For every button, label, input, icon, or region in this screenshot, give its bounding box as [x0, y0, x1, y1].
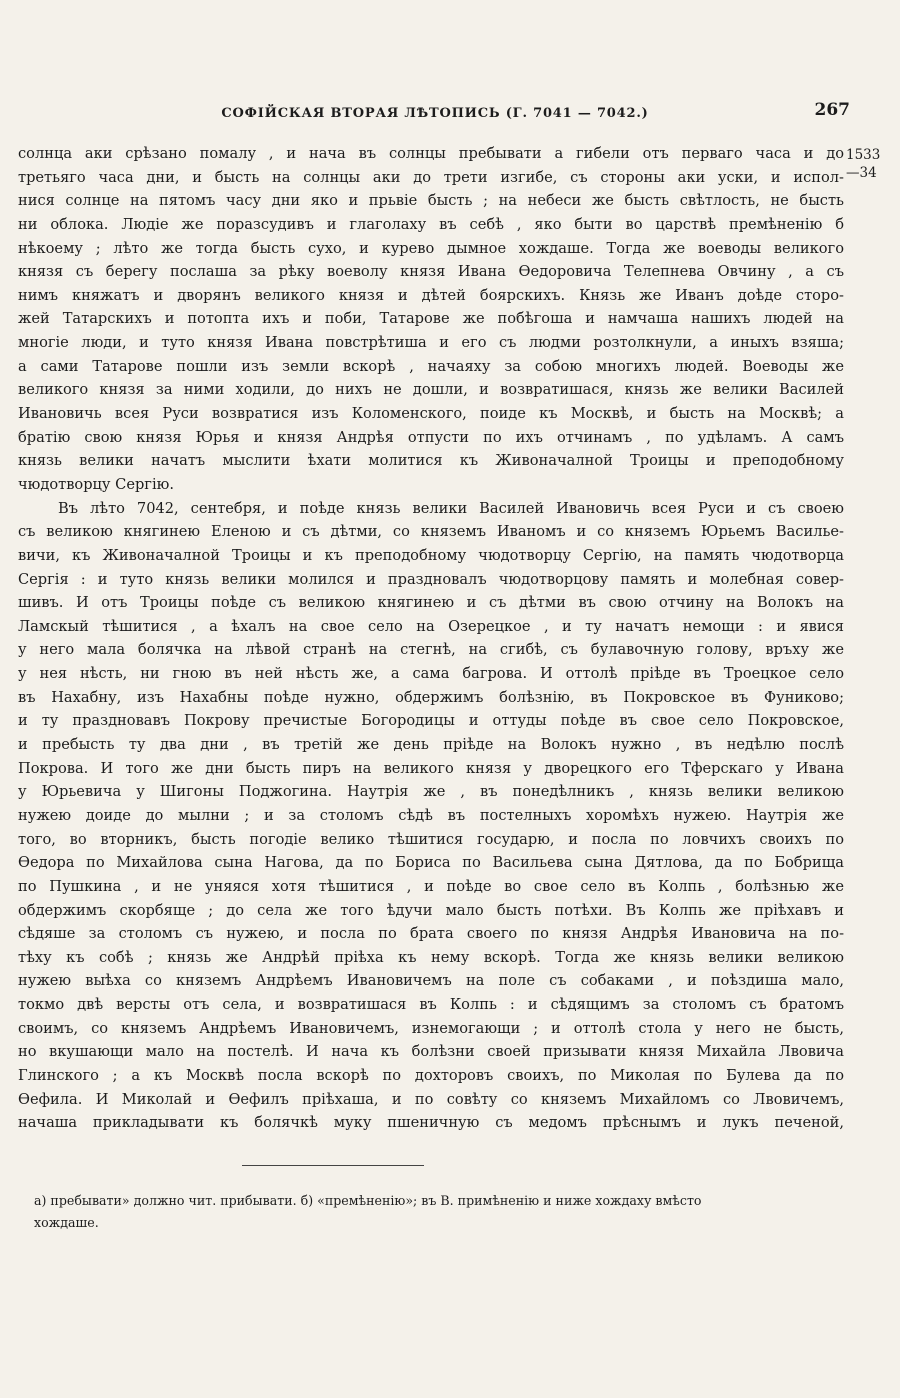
- text-line: третьяго часа дни, и бысть на солнцы аки до трети изгибе, съ стороны аки уски, и испол-: [18, 168, 844, 186]
- text-line: по Пушкина , и не уняяся хотя тѣшитися , и поѣде во свое село въ Колпь , болѣзнью же: [18, 877, 844, 895]
- text-line: Ламскый тѣшитися , а ѣхалъ на свое село на Озерецкое , и ту начатъ немощи : и явися: [18, 617, 844, 635]
- text-line: Глинского ; а къ Москвѣ посла вскорѣ по дохторовъ своихъ, по Миколая по Булева да по: [18, 1066, 844, 1084]
- margin-year-top: 1533: [846, 147, 881, 163]
- text-line: обдержимъ скорбяще ; до села же того ѣдучи мало бысть потѣхи. Въ Колпь же пріѣхавъ и: [18, 901, 844, 919]
- footnote-line: а) пребывати» должно чит. прибывати. б) «премѣненію»; въ В. примѣненію и ниже хождаху вмѣсто: [34, 1193, 702, 1208]
- text-line: солнца аки срѣзано помалу , и нача въ солнцы пребывати а гибели отъ перваго часа и до: [18, 145, 844, 162]
- text-line: ни облока. Людіе же поразсудивъ и глаголаху въ себѣ , яко быти во царствѣ премѣненію б: [18, 215, 844, 233]
- text-line: князя съ берегу послаша за рѣку воеволу князя Ивана Ѳедоровича Телепнева Овчину , а съ: [18, 263, 844, 281]
- text-line: и пребысть ту два дни , въ третій же день пріѣде на Волокъ нужно , въ недѣлю послѣ: [18, 736, 844, 754]
- text-line: съ великою княгинею Еленою и съ дѣтми, со княземъ Иваномъ и со княземъ Юрьемъ Василье-: [18, 523, 844, 541]
- text-line: и ту праздновавъ Покрову пречистые Богородицы и оттуды поѣде въ свое село Покровское,: [18, 712, 844, 730]
- text-line: сѣдяше за столомъ съ нужею, и посла по брата своего по князя Андрѣя Ивановича на по-: [18, 925, 844, 943]
- text-line: князь велики начатъ мыслити ѣхати молитися къ Живоначалной Троицы и преподобному: [18, 452, 844, 470]
- text-line: великого князя за ними ходили, до нихъ не дошли, и возвратишася, князь же велики Василей: [18, 381, 844, 399]
- footnote-divider: [242, 1165, 424, 1166]
- text-line: тѣху къ собѣ ; князь же Андрѣй пріѣха къ нему вскорѣ. Тогда же князь велики великою: [18, 948, 844, 966]
- text-line: у Юрьевича у Шигоны Поджогина. Наутрія же , въ понедѣлникъ , князь велики великою: [18, 783, 844, 801]
- text-line: Сергія : и туто князь велики молился и праздновалъ чюдотворцову память и молебная совер-: [18, 570, 844, 588]
- text-line: Ѳедора по Михайлова сына Нагова, да по Бориса по Васильева сына Дятлова, да по Бобрища: [18, 854, 844, 872]
- text-line: у нея нѣсть, ни гною въ ней нѣсть же, а сама багрова. И оттолѣ пріѣде въ Троецкое село: [18, 665, 844, 683]
- chronicle-text: [18, 142, 844, 1135]
- text-line: чюдотворцу Сергію.: [18, 475, 174, 493]
- text-line: своимъ, со княземъ Андрѣемъ Ивановичемъ, изнемогающи ; и оттолѣ стола у него не бысть,: [18, 1019, 844, 1037]
- text-line: а сами Татарове пошли изъ земли вскорѣ , начаяху за собою многихъ людей. Воеводы же: [18, 357, 844, 375]
- text-line: нужею выѣха со княземъ Андрѣемъ Ивановичемъ на поле съ собаками , и поѣздиша мало,: [18, 972, 844, 990]
- footnote-line: хождаше.: [34, 1215, 99, 1230]
- text-line: многіе люди, и туто князя Ивана повстрѣтиша и его съ людми розтолкнули, а иныхъ взяша;: [18, 334, 844, 352]
- text-line: братію свою князя Юрья и князя Андрѣя отпусти по ихъ отчинамъ , по удѣламъ. А самъ: [18, 428, 844, 446]
- text-line: нися солнце на пятомъ часу дни яко и прьвіе бысть ; на небеси же бысть свѣтлость, не бысть: [18, 192, 844, 210]
- text-line: нужею доиде до мылни ; и за столомъ сѣдѣ въ постелныхъ хоромѣхъ нужею. Наутрія же: [18, 806, 844, 824]
- text-line: у него мала болячка на лѣвой странѣ на стегнѣ, на сгибѣ, съ булавочную голову, връху же: [18, 641, 844, 659]
- margin-year-bottom: —34: [846, 165, 877, 181]
- margin-year-note: [846, 146, 880, 182]
- footnotes: [34, 1190, 854, 1234]
- page-header: [20, 100, 850, 126]
- text-line: того, во вторникъ, бысть погодіе велико тѣшитися государю, и посла по ловчихъ своихъ по: [18, 830, 844, 848]
- text-line: но вкушающи мало на постелѣ. И нача къ болѣзни своей призывати князя Михайла Лвовича: [18, 1043, 844, 1061]
- text-line: токмо двѣ версты отъ села, и возвратишася въ Колпь : и сѣдящимъ за столомъ съ братомъ: [18, 996, 844, 1014]
- text-line: жей Татарскихъ и потопта ихъ и поби, Татарове же побѣгоша и намчаша нашихъ людей на: [18, 310, 844, 328]
- text-line: начаша прикладывати къ болячкѣ муку пшеничную съ медомъ прѣснымъ и лукъ печеной,: [18, 1114, 844, 1132]
- text-line: вичи, къ Живоначалной Троицы и къ преподобному чюдотворцу Сергію, на память чюдотворца: [18, 546, 844, 564]
- page-number: 267: [814, 100, 850, 120]
- text-line: Ивановичь всея Руси возвратися изъ Коломенского, поиде къ Москвѣ, и бысть на Москвѣ; а: [18, 405, 844, 423]
- text-line: Ѳефила. И Миколай и Ѳефилъ пріѣхаша, и по совѣту со княземъ Михайломъ со Лвовичемъ,: [18, 1090, 844, 1108]
- text-line: нѣкоему ; лѣто же тогда бысть сухо, и курево дымное хождаше. Тогда же воеводы великого: [18, 239, 844, 257]
- running-title: СОФІЙСКАЯ ВТОРАЯ ЛѢТОПИСЬ (Г. 7041 — 7042.): [221, 106, 649, 121]
- text-line: Въ лѣто 7042, сентебря, и поѣде князь велики Василей Ивановичь всея Руси и съ своею: [58, 499, 844, 517]
- text-line: нимъ княжатъ и дворянъ великого князя и дѣтей боярскихъ. Князь же Иванъ доѣде сторо-: [18, 286, 844, 304]
- text-line: шивъ. И отъ Троицы поѣде съ великою княгинею и съ дѣтми въ свою отчину на Волокъ на: [18, 594, 844, 612]
- text-line: въ Нахабну, изъ Нахабны поѣде нужно, обдержимъ болѣзнію, въ Покровское въ Фуниково;: [18, 688, 844, 706]
- text-line: Покрова. И того же дни бысть пиръ на великого князя у дворецкого его Тферскаго у Ивана: [18, 759, 844, 777]
